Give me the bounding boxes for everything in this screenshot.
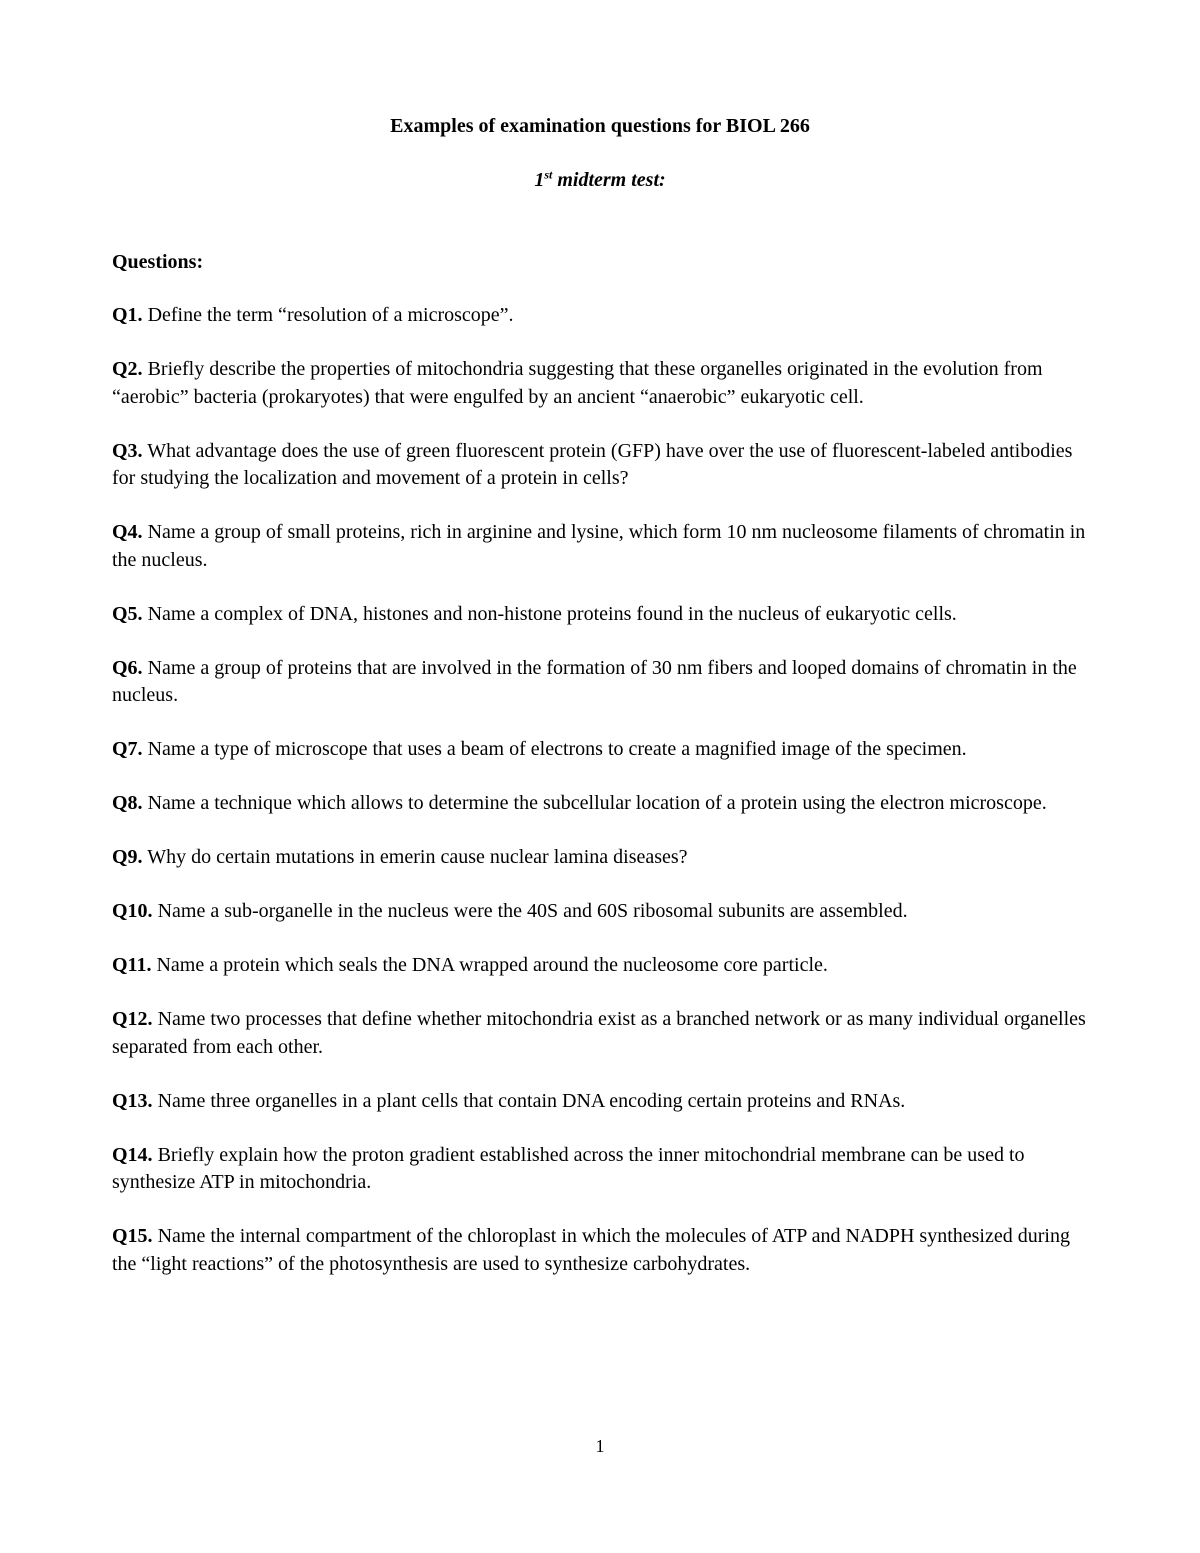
question-item <box>112 519 1092 574</box>
page-number: 1 <box>595 1436 605 1456</box>
question-item <box>112 844 1092 872</box>
question-number: Q15. <box>112 1225 153 1247</box>
question-text: What advantage does the use of green fluorescent protein (GFP) have over the use of fluorescent-labeled antibodies for studying the localization and movement of a protein in cells? <box>112 439 1073 489</box>
question-item <box>112 952 1092 980</box>
question-number: Q14. <box>112 1143 153 1166</box>
subtitle-rest: midterm test: <box>552 169 666 191</box>
question-number: Q7. <box>112 738 143 760</box>
question-number: Q12. <box>112 1008 153 1030</box>
document-title: Examples of examination questions for BIOL 266 <box>390 115 810 137</box>
question-item <box>112 1142 1092 1197</box>
question-text: Define the term “resolution of a microscope”. <box>142 304 514 326</box>
question-item <box>112 736 1092 764</box>
question-item <box>112 356 1092 411</box>
question-text: Name three organelles in a plant cells that contain DNA encoding certain proteins and RNAs. <box>152 1089 906 1112</box>
question-text: Name the internal compartment of the chloroplast in which the molecules of ATP and NADPH synthesized during the “light reactions” of the photosynthesis are used to synthesize carbohydrates. <box>112 1225 1070 1275</box>
question-number: Q6. <box>112 656 143 679</box>
question-item <box>112 655 1092 710</box>
question-text: Name a sub-organelle in the nucleus were the 40S and 60S ribosomal subunits are assembled. <box>152 900 908 922</box>
question-list <box>112 302 1092 1305</box>
question-item <box>112 898 1092 926</box>
document-subtitle <box>0 166 1200 194</box>
question-item <box>112 601 1092 629</box>
question-text: Why do certain mutations in emerin cause nuclear lamina diseases? <box>142 846 688 868</box>
question-item <box>112 790 1092 818</box>
question-text: Name a protein which seals the DNA wrapped around the nucleosome core particle. <box>151 954 828 976</box>
question-item <box>112 302 1092 330</box>
question-text: Name a type of microscope that uses a beam of electrons to create a magnified image of the specimen. <box>142 738 967 760</box>
question-number: Q2. <box>112 358 143 380</box>
question-item <box>112 1006 1092 1061</box>
question-number: Q8. <box>112 792 143 814</box>
subtitle-ordinal: 1 <box>534 169 545 191</box>
subtitle-superscript: st <box>544 167 553 182</box>
question-number: Q5. <box>112 602 143 625</box>
question-text: Name a complex of DNA, histones and non-histone proteins found in the nucleus of eukaryotic cells. <box>142 602 957 625</box>
question-text: Name a technique which allows to determine the subcellular location of a protein using the electron microscope. <box>142 792 1047 814</box>
question-number: Q10. <box>112 900 153 922</box>
section-heading: Questions: <box>112 251 204 273</box>
question-number: Q11. <box>112 954 152 976</box>
question-text: Name a group of proteins that are involved in the formation of 30 nm fibers and looped domains of chromatin in the nucleus. <box>112 656 1077 706</box>
question-text: Briefly explain how the proton gradient established across the inner mitochondrial membrane can be used to synthesize ATP in mitochondria. <box>112 1143 1025 1193</box>
question-item <box>112 438 1092 493</box>
question-item <box>112 1223 1092 1278</box>
question-text: Briefly describe the properties of mitochondria suggesting that these organelles originated in the evolution from “aerobic” bacteria (prokaryotes) that were engulfed by an ancient “anaerobic” eukaryotic cell. <box>112 358 1043 408</box>
question-number: Q3. <box>112 439 143 462</box>
question-item <box>112 1088 1092 1116</box>
question-text: Name two processes that define whether mitochondria exist as a branched network or as many individual organelles separated from each other. <box>112 1008 1086 1058</box>
question-text: Name a group of small proteins, rich in arginine and lysine, which form 10 nm nucleosome filaments of chromatin in the nucleus. <box>112 521 1086 571</box>
question-number: Q1. <box>112 304 143 326</box>
question-number: Q9. <box>112 846 143 868</box>
question-number: Q13. <box>112 1089 153 1112</box>
question-number: Q4. <box>112 521 143 543</box>
